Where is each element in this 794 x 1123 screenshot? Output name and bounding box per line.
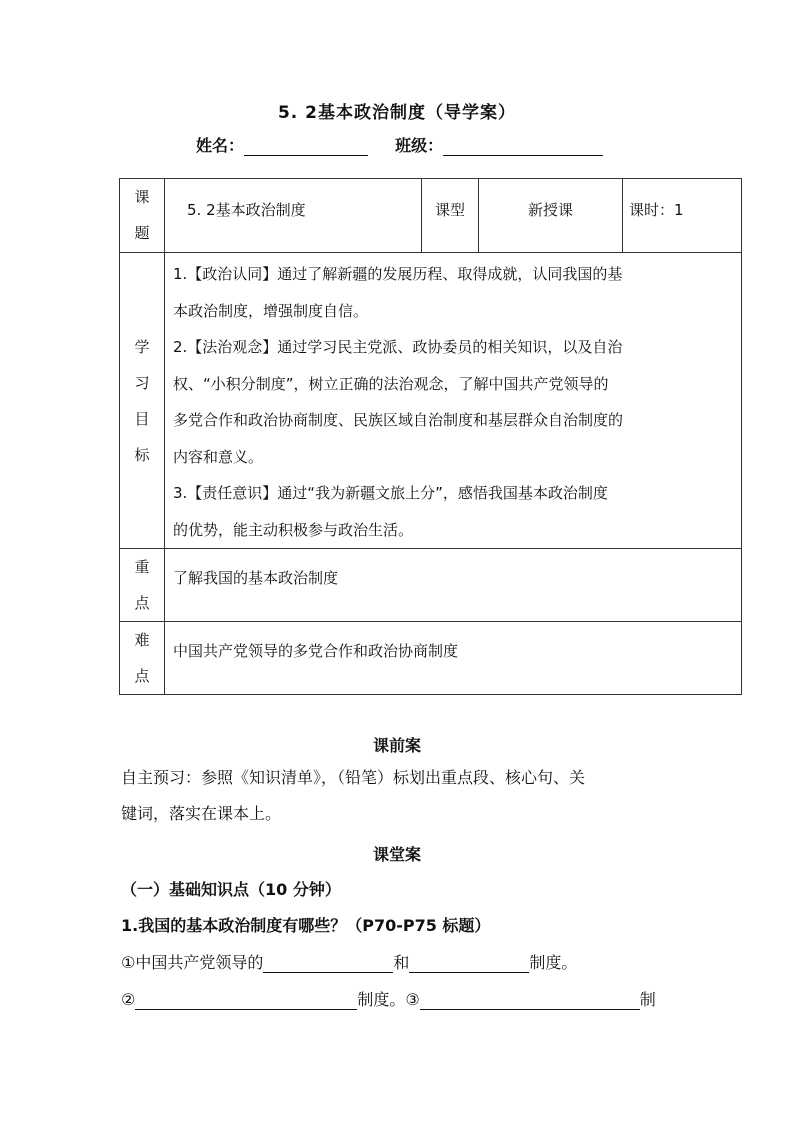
question-1: 1.我国的基本政治制度有哪些？（P70-P75 标题） [121,916,491,935]
goals-content [165,253,742,549]
student-info-row [196,133,603,156]
fill-row-1: ①中国共产党领导的 和 制度。 [121,953,578,972]
goal-line: 多党合作和政治协商制度、民族区域自治制度和基层群众自治制度的 [173,411,624,429]
pre-class-heading: 课前案 [372,736,421,755]
document-title: 5. 2基本政治制度（导学案） [277,103,517,123]
class-blank[interactable] [443,137,603,156]
goal-line: 2.【法治观念】通过学习民主党派、政协委员的相关知识，以及自治 [173,338,623,356]
goal-line: 权、“小积分制度”，树立正确的法治观念，了解中国共产党领导的 [173,374,609,393]
hours-cell: 课时：1 [623,179,742,253]
goal-line: 1.【政治认同】通过了解新疆的发展历程、取得成就，认同我国的基 [173,265,623,283]
fill-row-2: ② 制度。③ 制 [121,990,656,1009]
table-row [120,549,742,622]
key-point-text: 了解我国的基本政治制度 [165,549,742,622]
pre-class-instructions: 自主预习：参照《知识清单》，（铅笔）标划出重点段、核心句、关 键词，落实在课本上。 [121,768,586,823]
answer-blank[interactable] [420,991,640,1010]
answer-blank[interactable] [263,954,393,973]
lesson-title-cell: 5. 2基本政治制度 [165,179,422,253]
type-value-cell: 新授课 [479,179,623,253]
goal-line: 本政治制度，增强制度自信。 [173,301,369,320]
table-row [120,253,742,549]
type-label-cell: 课型 [422,179,479,253]
table-row [120,622,742,695]
section-subheading: （一）基础知识点（10 分钟） [121,880,341,899]
cell-difficulty-label: 难 点 [120,622,165,695]
in-class-heading: 课堂案 [372,845,421,864]
class-label: 班级： [395,136,444,155]
table-row [120,179,742,253]
name-blank[interactable] [244,137,368,156]
cell-goals-label: 学 习 目 标 [120,253,165,549]
answer-blank[interactable] [135,991,357,1010]
difficulty-text: 中国共产党领导的多党合作和政治协商制度 [165,622,742,695]
lesson-info-table [119,178,742,695]
name-label: 姓名： [196,136,245,155]
goal-line: 3.【责任意识】通过“我为新疆文旅上分”，感悟我国基本政治制度 [173,484,608,502]
goal-line: 的优势，能主动积极参与政治生活。 [173,520,414,539]
cell-key-label: 重 点 [120,549,165,622]
answer-blank[interactable] [409,954,529,973]
goal-line: 内容和意义。 [173,447,264,466]
cell-ke-ti: 课 题 [120,179,165,253]
